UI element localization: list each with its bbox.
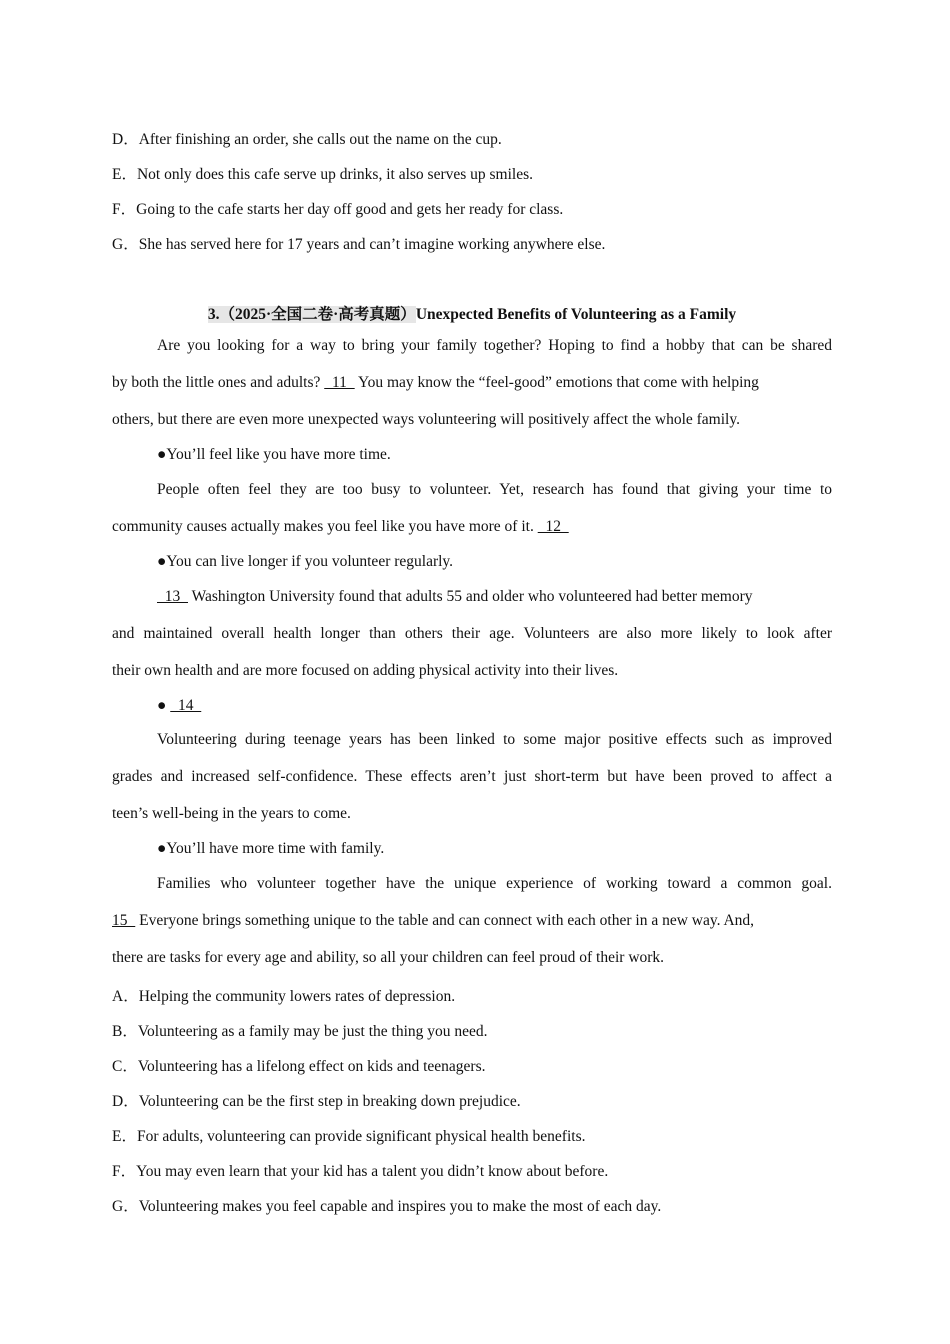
- bullet: ●: [157, 697, 171, 714]
- option-letter: A．: [112, 988, 139, 1005]
- prev-option-g: [112, 232, 605, 254]
- option-f: [112, 1159, 608, 1181]
- blank-14: 14: [170, 697, 202, 714]
- option-letter: E．: [112, 1128, 137, 1145]
- option-text: Volunteering makes you feel capable and inspires you to make the most of each day.: [138, 1198, 662, 1215]
- passage-title: Unexpected Benefits of Volunteering as a Family: [415, 306, 737, 323]
- option-letter: D．: [112, 131, 139, 148]
- section-heading-1: ●You’ll feel like you have more time.: [157, 446, 391, 463]
- para4-line-2: [112, 912, 832, 930]
- option-g: [112, 1194, 661, 1216]
- option-letter: D．: [112, 1093, 139, 1110]
- blank-13: 13: [157, 588, 188, 605]
- option-text: Going to the cafe starts her day off good and gets her ready for class.: [136, 201, 564, 218]
- intro-line-1: Are you looking for a way to bring your family together? Hoping to find a hobby that can be shared: [157, 337, 832, 354]
- option-letter: G．: [112, 236, 139, 253]
- option-letter: E．: [112, 166, 137, 183]
- para4-line-1: Families who volunteer together have the unique experience of working toward a common goal.: [157, 875, 832, 892]
- option-text: Volunteering can be the first step in breaking down prejudice.: [138, 1093, 521, 1110]
- option-text: She has served here for 17 years and can’t imagine working anywhere else.: [138, 236, 606, 253]
- prev-option-f: [112, 197, 563, 219]
- para4-line-3: there are tasks for every age and ability, so all your children can feel proud of their work.: [112, 949, 665, 966]
- question-source: 3.（2025·全国二卷·高考真题）: [207, 306, 416, 323]
- option-letter: F．: [112, 201, 137, 218]
- prev-option-e: [112, 162, 533, 184]
- option-c: [112, 1054, 485, 1076]
- para2-line-2: and maintained overall health longer than others their age. Volunteers are also more likely to look after: [112, 625, 832, 642]
- para2-line-3: their own health and are more focused on adding physical activity into their lives.: [112, 662, 619, 679]
- section-heading-4: ●You’ll have more time with family.: [157, 840, 385, 857]
- option-text: After finishing an order, she calls out the name on the cup.: [138, 131, 502, 148]
- option-text: Volunteering as a family may be just the thing you need.: [137, 1023, 488, 1040]
- option-e: [112, 1124, 586, 1146]
- option-letter: F．: [112, 1163, 137, 1180]
- text: Washington University found that adults 55 and older who volunteered had better memory: [188, 588, 753, 605]
- option-letter: G．: [112, 1198, 139, 1215]
- blank-12: 12: [537, 518, 569, 535]
- question-title: [112, 302, 832, 324]
- option-a: [112, 984, 455, 1006]
- para2-line-1: [112, 588, 832, 606]
- option-d: [112, 1089, 521, 1111]
- text: You may know the “feel-good” emotions that come with helping: [354, 374, 759, 391]
- blank-15: 15: [112, 912, 136, 929]
- text: Everyone brings something unique to the table and can connect with each other in a new way. And,: [135, 912, 755, 929]
- option-letter: B．: [112, 1023, 138, 1040]
- para1-line-2: [112, 518, 832, 536]
- text: by both the little ones and adults?: [112, 374, 325, 391]
- intro-line-3: others, but there are even more unexpected ways volunteering will positively affect the whole family.: [112, 411, 740, 428]
- option-text: You may even learn that your kid has a talent you didn’t know about before.: [136, 1163, 609, 1180]
- option-text: For adults, volunteering can provide significant physical health benefits.: [136, 1128, 586, 1145]
- para3-line-1: Volunteering during teenage years has been linked to some major positive effects such as improved: [157, 731, 832, 748]
- section-heading-2: ●You can live longer if you volunteer regularly.: [157, 553, 454, 570]
- para3-line-3: teen’s well-being in the years to come.: [112, 805, 351, 822]
- prev-option-d: [112, 127, 502, 149]
- para3-line-2: grades and increased self-confidence. These effects aren’t just short-term but have been proved to affect a: [112, 768, 832, 785]
- text: community causes actually makes you feel like you have more of it.: [112, 518, 538, 535]
- option-text: Not only does this cafe serve up drinks, it also serves up smiles.: [136, 166, 534, 183]
- section-heading-3: [112, 697, 832, 715]
- option-text: Helping the community lowers rates of depression.: [138, 988, 456, 1005]
- para1-line-1: People often feel they are too busy to volunteer. Yet, research has found that giving your time to: [157, 481, 832, 498]
- option-b: [112, 1019, 488, 1041]
- intro-line-2: [112, 374, 832, 392]
- option-letter: C．: [112, 1058, 138, 1075]
- blank-11: 11: [324, 374, 355, 391]
- option-text: Volunteering has a lifelong effect on kids and teenagers.: [137, 1058, 486, 1075]
